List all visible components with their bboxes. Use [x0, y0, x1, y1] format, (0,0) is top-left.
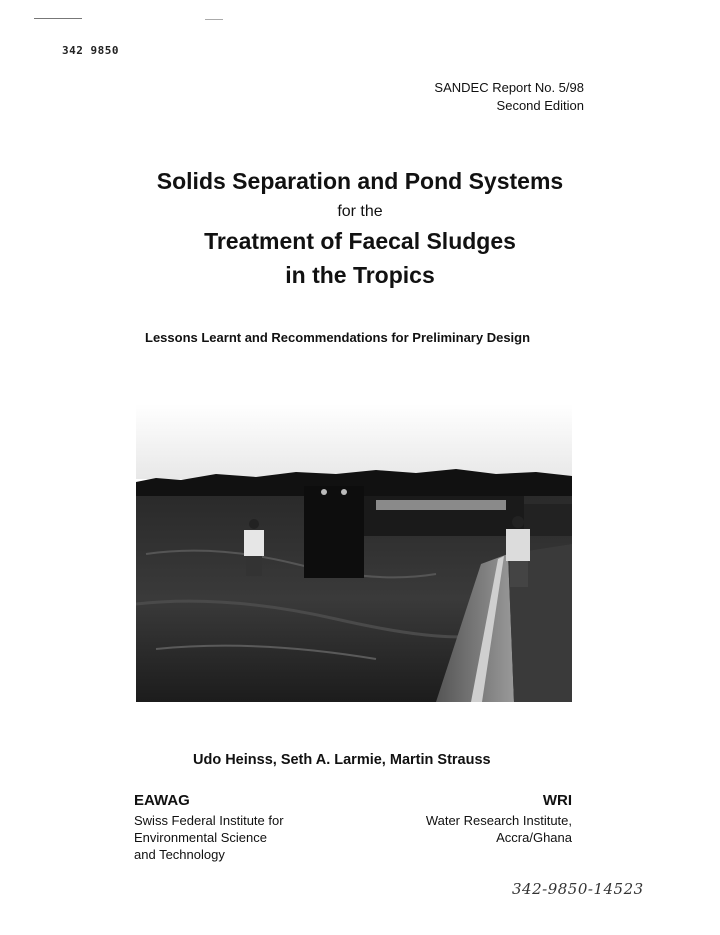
handwritten-note: 342-9850-14523 — [512, 880, 644, 898]
org-line: Accra/Ghana — [496, 830, 572, 845]
org-line: Environmental Science — [134, 830, 267, 845]
org-line: Water Research Institute, — [425, 813, 572, 828]
scan-mark — [34, 18, 82, 19]
title-line-2: for the — [337, 203, 383, 220]
org-line: and Technology — [134, 847, 225, 862]
report-number: SANDEC Report No. 5/98 — [434, 80, 584, 95]
subtitle: Lessons Learnt and Recommendations for Preliminary Design — [145, 330, 531, 345]
title-line-4: in the Tropics — [285, 262, 435, 288]
org-name-eawag: EAWAG — [134, 792, 190, 809]
org-description-wri — [426, 812, 572, 846]
reference-number: 342 9850 — [62, 44, 119, 57]
cover-photo — [136, 404, 572, 702]
report-edition: Second Edition — [496, 98, 584, 113]
scan-mark — [205, 19, 223, 20]
title-line-3: Treatment of Faecal Sludges — [204, 228, 516, 254]
org-description-eawag — [134, 812, 284, 863]
org-line: Swiss Federal Institute for — [134, 813, 284, 828]
org-name-wri: WRI — [542, 792, 572, 809]
photo-sky — [136, 404, 572, 479]
title-line-1: Solids Separation and Pond Systems — [156, 168, 564, 194]
authors: Udo Heinss, Seth A. Larmie, Martin Strauss — [193, 752, 491, 768]
